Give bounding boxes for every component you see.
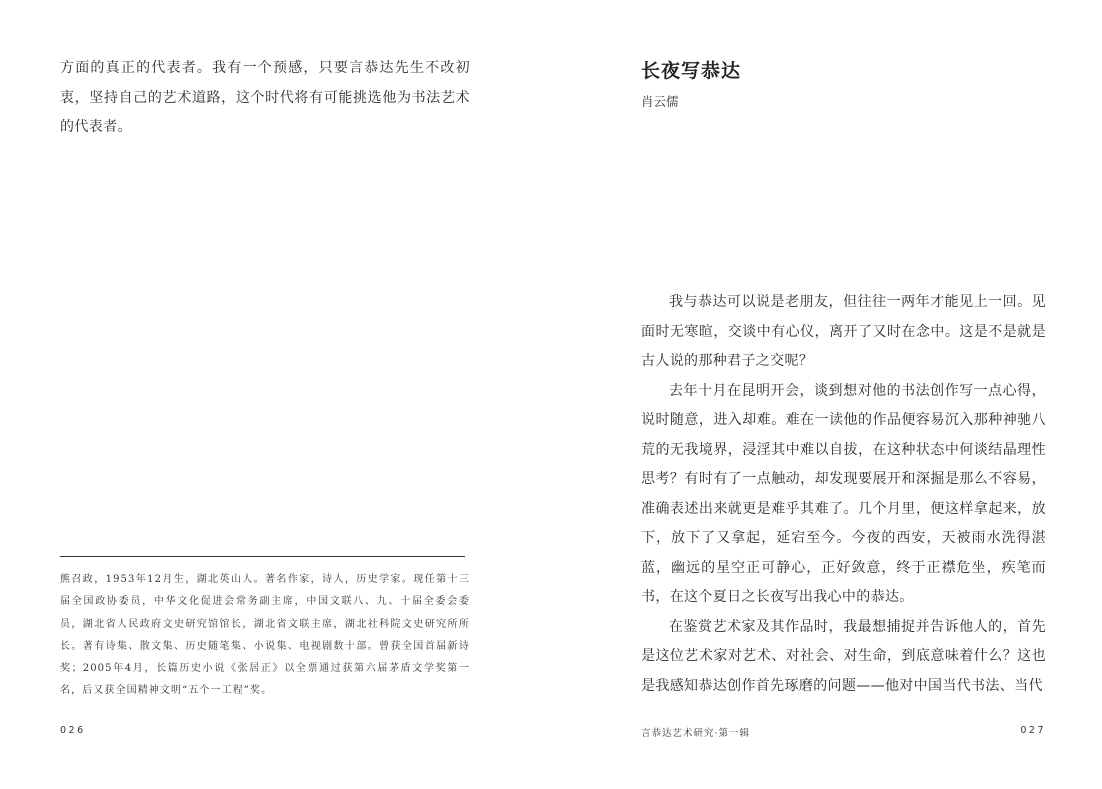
article-author: 肖云儒 [641,94,679,109]
article-paragraph: 去年十月在昆明开会，谈到想对他的书法创作写一点心得，说时随意，进入却难。难在一读他的作品便容易沉入那种神驰八荒的无我境界，浸淫其中难以自拔，在这种状态中何谈结晶理性思考？有时有了一点触动，却发现要展开和深掘是那么不容易，准确表述出来就更是难乎其难了。几个月里，便这样拿起来，放下，放下了又拿起，延宕至今。今夜的西安，天被雨水洗得湛蓝，幽远的星空正可静心，正好敛意，终于正襟危坐，疾笔而书，在这个夏日之长夜写出我心中的恭达。 [641,382,1046,605]
author-footnote: 熊召政，1953年12月生，湖北英山人。著名作家，诗人，历史学家。现任第十三届全国政协委员，中华文化促进会常务副主席，中国文联八、九、十届全委会委员，湖北省人民政府文史研究馆馆长，湖北省文联主席，湖北社科院文史研究所所长。著有诗集、散文集、历史随笔集、小说集、电视剧数十部。曾获全国首届新诗奖；2005年4月，长篇历史小说《张居正》以全票通过获第六届茅盾文学奖第一名，后又获全国精神文明“五个一工程”奖。 [60,574,470,697]
footnote-divider [60,556,465,557]
article-title: 长夜写恭达 [641,60,742,82]
article-paragraph: 在鉴赏艺术家及其作品时，我最想捕捉并告诉他人的，首先是这位艺术家对艺术、对社会、对生命，到底意味着什么？这也是我感知恭达创作首先琢磨的问题——他对中国当代书法、当代 [641,618,1046,694]
article-body [641,288,1046,701]
article-paragraph: 我与恭达可以说是老朋友，但往往一两年才能见上一回。见面时无寒暄，交谈中有心仪，离开了又时在念中。这是不是就是古人说的那种君子之交呢？ [641,294,1046,369]
right-page [551,0,1102,789]
page-number-left: 026 [60,725,86,736]
page-number-right: 027 [1020,725,1046,736]
continued-paragraph: 方面的真正的代表者。我有一个预感，只要言恭达先生不改初衷，坚持自己的艺术道路，这个时代将有可能挑选他为书法艺术的代表者。 [60,60,470,135]
running-head: 言恭达艺术研究·第一辑 [641,728,751,739]
